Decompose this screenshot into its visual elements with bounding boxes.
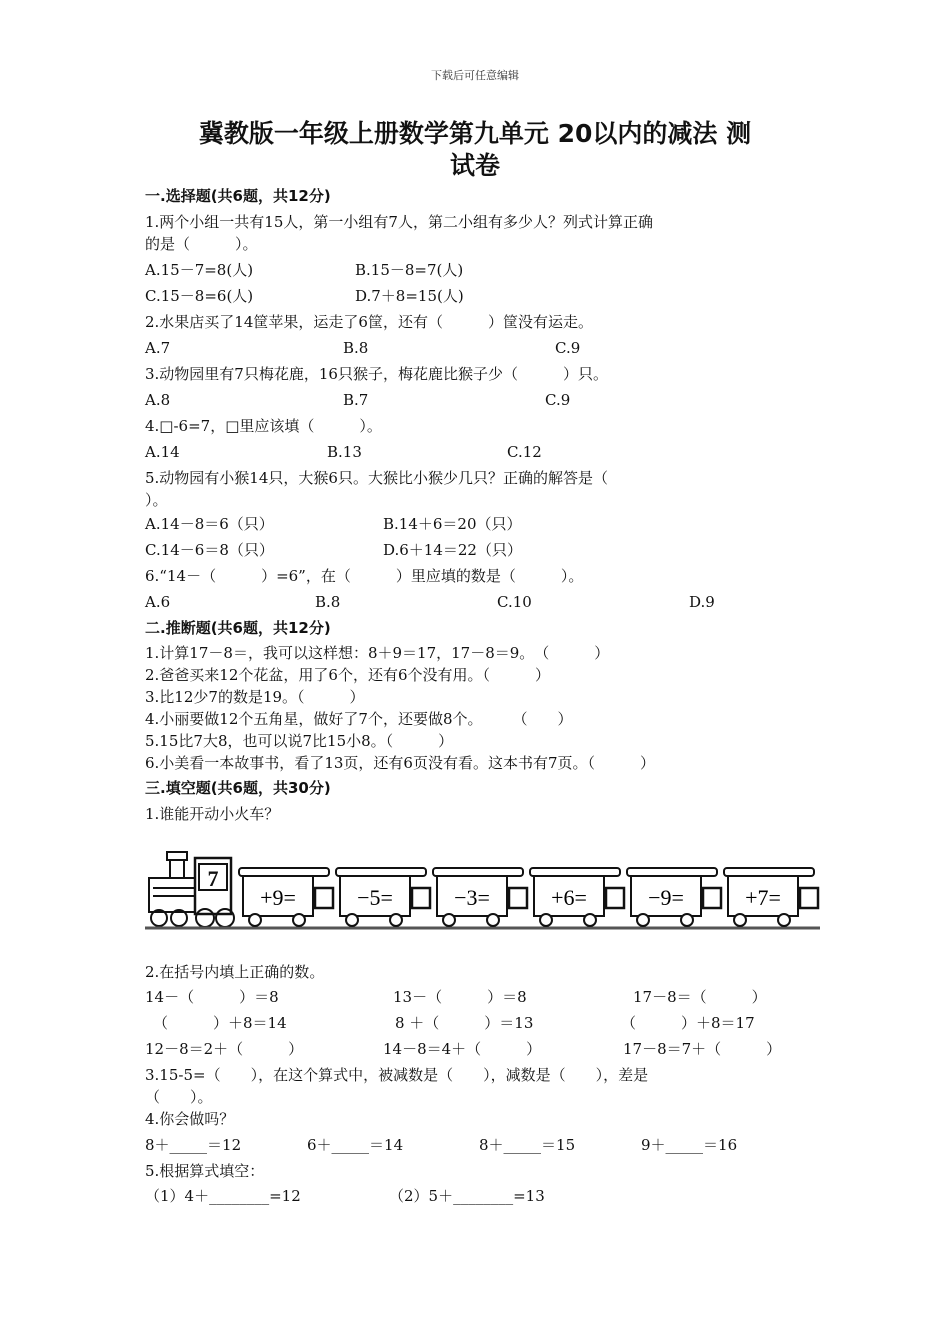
option: A.14 (145, 443, 180, 461)
answer-box (800, 888, 818, 908)
fill-item: 13－（ ）＝8 (393, 988, 527, 1006)
section-2-title: 二.推断题(共6题，共12分) (145, 619, 331, 637)
question-text: 5.15比7大8，也可以说7比15小8。（ ） (145, 732, 454, 750)
fill-item: 6＋_____＝14 (307, 1136, 404, 1154)
wheel (249, 914, 261, 926)
fill-item: 9＋_____＝16 (641, 1136, 738, 1154)
train-car (530, 868, 624, 926)
question-text: 3.15-5=（ ），在这个算式中，被减数是（ ），减数是（ ），差是 (145, 1066, 649, 1084)
train-car (239, 868, 333, 926)
answer-box (412, 888, 430, 908)
question-text: 6.小美看一本故事书，看了13页，还有6页没有看。这本书有7页。（ ） (145, 754, 655, 772)
train-car (433, 868, 527, 926)
question-text: 2.水果店买了14筐苹果，运走了6筐，还有（ ）筐没有运走。 (145, 313, 593, 331)
option: A.15－7=8(人) (145, 261, 254, 279)
question-text: 3.比12少7的数是19。（ ） (145, 688, 365, 706)
question-text: 5.动物园有小猴14只，大猴6只。大猴比小猴少几只？正确的解答是（ (145, 469, 608, 487)
question-text: 1.谁能开动小火车？ (145, 805, 280, 823)
fill-item: （2）5＋________=13 (389, 1187, 545, 1205)
wheel (584, 914, 596, 926)
fill-item: 12－8＝2＋（ ） (145, 1040, 304, 1058)
fill-item: 17－8＝（ ） (633, 988, 767, 1006)
question-text: ）。 (145, 491, 168, 509)
fill-item: 14－（ ）＝8 (145, 988, 279, 1006)
option: A.8 (145, 391, 171, 409)
question-text: （ ）。 (145, 1088, 213, 1106)
option: B.15－8=7(人) (355, 261, 464, 279)
fill-item: 8＋_____＝15 (479, 1136, 576, 1154)
train-car (336, 868, 430, 926)
car-expression: +7= (745, 885, 781, 910)
wheel (540, 914, 552, 926)
question-text: 6.“14－（ ）=6”，在（ ）里应填的数是（ ）。 (145, 567, 584, 585)
option: C.15－8=6(人) (145, 287, 254, 305)
question-text: 4.小丽要做12个五角星，做好了7个，还要做8个。 （ ） (145, 710, 573, 728)
section-3-title: 三.填空题(共6题，共30分) (145, 779, 331, 797)
wheel (778, 914, 790, 926)
train-car (627, 868, 721, 926)
question-text: 1.计算17－8＝，我可以这样想：8＋9＝17，17－8＝9。 （ ） (145, 644, 610, 662)
option: D.7＋8=15(人) (355, 287, 464, 305)
car-expression: +9= (260, 885, 296, 910)
option: C.9 (555, 339, 581, 357)
option: C.12 (507, 443, 542, 461)
question-text: 5.根据算式填空： (145, 1162, 265, 1180)
answer-box (606, 888, 624, 908)
wheel (390, 914, 402, 926)
fill-item: 8 ＋（ ）＝13 (395, 1014, 534, 1032)
option: B.14＋6＝20（只） (383, 515, 522, 533)
option: C.9 (545, 391, 571, 409)
train-engine (149, 852, 234, 927)
question-text: 1.两个小组一共有15人，第一小组有7人，第二小组有多少人？列式计算正确 (145, 213, 653, 231)
section-1-title: 一.选择题(共6题，共12分) (145, 187, 331, 205)
option: B.13 (327, 443, 362, 461)
train-illustration (145, 848, 820, 934)
answer-box (315, 888, 333, 908)
fill-item: 17－8＝7＋（ ） (623, 1040, 782, 1058)
answer-box (703, 888, 721, 908)
option: B.8 (315, 593, 341, 611)
fill-item: 8＋_____＝12 (145, 1136, 242, 1154)
car-expression: −5= (357, 885, 393, 910)
question-text: 3.动物园里有7只梅花鹿，16只猴子，梅花鹿比猴子少（ ）只。 (145, 365, 608, 383)
option: D.9 (689, 593, 715, 611)
option: A.6 (145, 593, 171, 611)
question-text: 4.你会做吗？ (145, 1110, 235, 1128)
car-expression: −3= (454, 885, 490, 910)
option: B.8 (343, 339, 369, 357)
fill-item: （1）4＋________=12 (145, 1187, 301, 1205)
answer-box (509, 888, 527, 908)
page-title (150, 118, 800, 182)
car-expression: +6= (551, 885, 587, 910)
wheel (681, 914, 693, 926)
title-line-2: 试卷 (449, 151, 500, 180)
title-line-1: 冀教版一年级上册数学第九单元 20以内的减法 测 (198, 119, 752, 148)
car-expression: −9= (648, 885, 684, 910)
wheel (487, 914, 499, 926)
question-text: 的是（ ）。 (145, 235, 258, 253)
fill-item: （ ）＋8＝14 (153, 1014, 287, 1032)
question-text: 2.爸爸买来12个花盆，用了6个，还有6个没有用。（ ） (145, 666, 550, 684)
wheel (443, 914, 455, 926)
engine-number: 7 (207, 866, 219, 891)
page-header: 下载后可任意编辑 (431, 69, 519, 82)
train-car (724, 868, 818, 926)
question-text: 2.在括号内填上正确的数。 (145, 963, 325, 981)
option: C.10 (497, 593, 532, 611)
wheel (346, 914, 358, 926)
option: B.7 (343, 391, 369, 409)
option: A.14－8＝6（只） (145, 515, 274, 533)
wheel (293, 914, 305, 926)
fill-item: （ ）＋8＝17 (621, 1014, 755, 1032)
option: C.14－6＝8（只） (145, 541, 274, 559)
option: A.7 (145, 339, 171, 357)
question-text: 4.□-6=7，□里应该填（ ）。 (145, 417, 382, 435)
option: D.6＋14＝22（只） (383, 541, 522, 559)
fill-item: 14－8＝4＋（ ） (383, 1040, 542, 1058)
wheel (637, 914, 649, 926)
wheel (734, 914, 746, 926)
